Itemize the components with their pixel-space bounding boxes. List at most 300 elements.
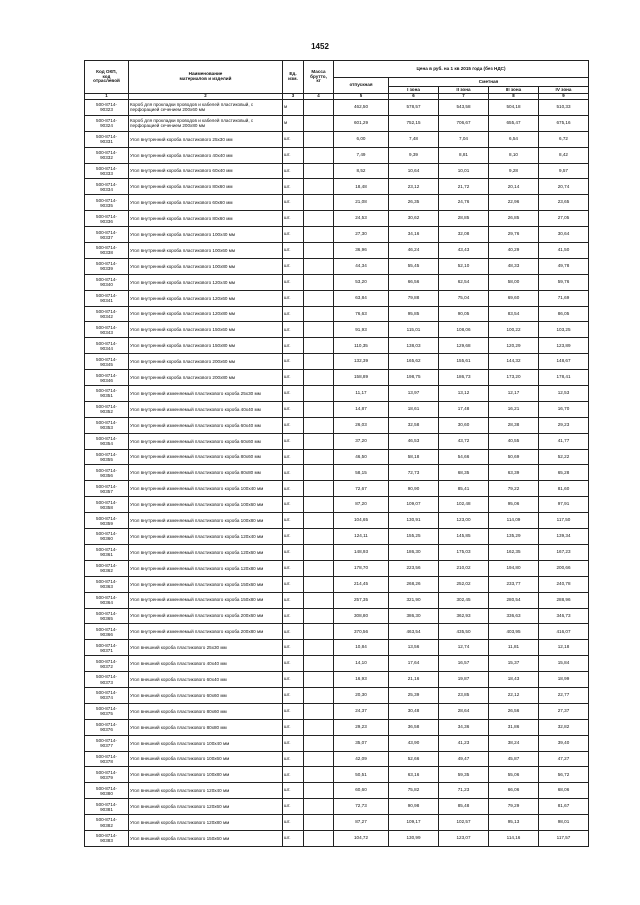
table-row — [85, 274, 589, 290]
cell-price: 43,72 — [439, 433, 489, 449]
cell-mass — [304, 576, 334, 592]
code-part: 90373 — [100, 679, 113, 685]
code-part: 90377 — [100, 743, 113, 749]
cell-price: 91,93 — [334, 322, 389, 338]
code-part: 500-8714- — [96, 261, 117, 267]
cell-price: 58,00 — [489, 274, 539, 290]
cell-price: 13,12 — [439, 386, 489, 402]
cell-mass — [304, 417, 334, 433]
cell-mass — [304, 672, 334, 688]
cell-name: Угол внутренний изменяемый пластикового короба 120х80 мм — [129, 560, 283, 576]
cell-price: 66,06 — [489, 783, 539, 799]
cell-price: 19,87 — [439, 672, 489, 688]
table-row — [85, 227, 589, 243]
cell-price: 29,23 — [334, 719, 389, 735]
header-estimate-price: Сметная — [389, 78, 589, 87]
code-part: 500-8714- — [96, 563, 117, 569]
cell-name: Угол внешний короба пластикового 80х80 мм — [129, 719, 283, 735]
cell-price: 104,65 — [334, 513, 389, 529]
code-part: 500-8714- — [96, 197, 117, 203]
cell-price: 31,86 — [489, 719, 539, 735]
cell-price: 18,48 — [334, 179, 389, 195]
table-row — [85, 354, 589, 370]
cell-name: Угол внешний короба пластикового 100х80 мм — [129, 767, 283, 783]
cell-code — [85, 115, 129, 131]
header-zone-3: III зона — [489, 87, 539, 94]
code-part: 500-8714- — [96, 531, 117, 537]
cell-code — [85, 370, 129, 386]
cell-price: 223,56 — [389, 560, 439, 576]
cell-price: 59,35 — [439, 767, 489, 783]
cell-mass — [304, 513, 334, 529]
cell-code — [85, 513, 129, 529]
cell-price: 35,07 — [334, 735, 389, 751]
cell-price: 706,67 — [439, 115, 489, 131]
cell-name: Угол внутренний короба пластикового 150х60 мм — [129, 322, 283, 338]
code-part: 90380 — [100, 790, 113, 796]
cell-price: 104,72 — [334, 830, 389, 846]
cell-unit: шт. — [283, 131, 304, 147]
table-row — [85, 608, 589, 624]
cell-price: 9,57 — [539, 163, 589, 179]
cell-unit: шт. — [283, 179, 304, 195]
code-part: 90375 — [100, 711, 113, 717]
cell-code — [85, 656, 129, 672]
cell-price: 15,84 — [539, 656, 589, 672]
cell-price: 37,20 — [334, 433, 389, 449]
cell-price: 12,53 — [539, 386, 589, 402]
cell-price: 60,60 — [334, 783, 389, 799]
cell-code — [85, 131, 129, 147]
cell-price: 302,45 — [439, 592, 489, 608]
cell-price: 41,50 — [539, 243, 589, 259]
code-part: 90341 — [100, 298, 113, 304]
cell-price: 124,11 — [334, 529, 389, 545]
cell-price: 175,03 — [439, 544, 489, 560]
code-part: 90356 — [100, 472, 113, 478]
code-part: 500-8714- — [96, 801, 117, 807]
cell-price: 34,16 — [389, 227, 439, 243]
table-row — [85, 386, 589, 402]
cell-price: 71,69 — [539, 290, 589, 306]
code-part: 500-8714- — [96, 324, 117, 330]
column-number: 4 — [304, 94, 334, 100]
cell-price: 55,45 — [389, 258, 439, 274]
header-release-price: отпускная — [334, 78, 389, 94]
cell-price: 288,96 — [539, 592, 589, 608]
cell-name: Угол внешний короба пластикового 40х40 мм — [129, 656, 283, 672]
cell-price: 46,50 — [334, 449, 389, 465]
cell-price: 109,07 — [389, 497, 439, 513]
cell-price: 8,42 — [539, 147, 589, 163]
code-part: 500-8714- — [96, 785, 117, 791]
code-part: 500-8714- — [96, 610, 117, 616]
cell-price: 30,62 — [389, 211, 439, 227]
table-row — [85, 767, 589, 783]
cell-mass — [304, 131, 334, 147]
cell-code — [85, 211, 129, 227]
cell-unit: шт. — [283, 815, 304, 831]
cell-price: 346,73 — [539, 608, 589, 624]
cell-name: Угол внутренний короба пластикового 200х60 мм — [129, 354, 283, 370]
cell-price: 34,36 — [439, 719, 489, 735]
cell-price: 120,29 — [489, 338, 539, 354]
code-part: 90354 — [100, 441, 113, 447]
table-row — [85, 592, 589, 608]
cell-price: 462,50 — [334, 100, 389, 116]
cell-price: 87,27 — [334, 815, 389, 831]
cell-name: Угол внешний короба пластикового 120х40 мм — [129, 783, 283, 799]
cell-mass — [304, 815, 334, 831]
cell-unit: шт. — [283, 290, 304, 306]
cell-price: 28,85 — [439, 211, 489, 227]
cell-mass — [304, 497, 334, 513]
cell-price: 90,05 — [439, 306, 489, 322]
table-row — [85, 783, 589, 799]
table-row — [85, 211, 589, 227]
cell-price: 752,15 — [389, 115, 439, 131]
code-part: 500-8714- — [96, 356, 117, 362]
cell-code — [85, 354, 129, 370]
cell-price: 114,09 — [489, 513, 539, 529]
cell-price: 601,29 — [334, 115, 389, 131]
cell-price: 463,54 — [389, 624, 439, 640]
code-part: 90355 — [100, 457, 113, 463]
cell-unit: шт. — [283, 401, 304, 417]
cell-price: 10,84 — [334, 640, 389, 656]
cell-price: 186,30 — [389, 544, 439, 560]
cell-price: 210,02 — [439, 560, 489, 576]
code-part: 500-8714- — [96, 579, 117, 585]
code-part: 500-8714- — [96, 674, 117, 680]
table-row — [85, 147, 589, 163]
code-part: 500-8714- — [96, 134, 117, 140]
cell-mass — [304, 830, 334, 846]
table-row — [85, 100, 589, 116]
cell-mass — [304, 687, 334, 703]
cell-mass — [304, 115, 334, 131]
cell-price: 102,48 — [439, 497, 489, 513]
code-part: 90323 — [100, 107, 113, 113]
cell-price: 90,98 — [389, 799, 439, 815]
cell-price: 117,57 — [539, 830, 589, 846]
table-row — [85, 576, 589, 592]
table-row — [85, 544, 589, 560]
cell-price: 148,67 — [539, 354, 589, 370]
table-row — [85, 322, 589, 338]
cell-name: Угол внешний короба пластикового 60х40 мм — [129, 672, 283, 688]
cell-price: 8,52 — [334, 163, 389, 179]
cell-price: 16,57 — [439, 656, 489, 672]
cell-unit: шт. — [283, 687, 304, 703]
cell-name: Угол внутренний короба пластикового 60х40 мм — [129, 163, 283, 179]
cell-price: 63,16 — [389, 767, 439, 783]
cell-name: Угол внутренний изменяемый пластикового короба 25х30 мм — [129, 386, 283, 402]
cell-price: 23,65 — [539, 195, 589, 211]
cell-code — [85, 274, 129, 290]
cell-price: 26,85 — [489, 211, 539, 227]
cell-price: 504,18 — [489, 100, 539, 116]
cell-name: Короб для прокладки проводов и кабелей пластиковый, с перфорацией сечением 200х80 мм — [129, 115, 283, 131]
code-part: 90376 — [100, 727, 113, 733]
cell-code — [85, 497, 129, 513]
cell-price: 115,01 — [389, 322, 439, 338]
cell-price: 8,10 — [489, 147, 539, 163]
cell-unit: шт. — [283, 211, 304, 227]
column-number: 1 — [85, 94, 129, 100]
cell-price: 102,57 — [439, 815, 489, 831]
cell-price: 109,17 — [389, 815, 439, 831]
code-part: 500-8714- — [96, 245, 117, 251]
cell-price: 155,25 — [389, 529, 439, 545]
cell-price: 22,96 — [489, 195, 539, 211]
cell-mass — [304, 163, 334, 179]
cell-price: 108,06 — [439, 322, 489, 338]
table-header — [85, 61, 589, 100]
cell-name: Угол внутренний изменяемый пластикового короба 80х60 мм — [129, 449, 283, 465]
code-part: 500-8714- — [96, 658, 117, 664]
cell-name: Угол внешний короба пластикового 100х40 мм — [129, 735, 283, 751]
cell-price: 194,80 — [489, 560, 539, 576]
cell-mass — [304, 703, 334, 719]
cell-price: 46,24 — [389, 243, 439, 259]
code-part: 500-8714- — [96, 308, 117, 314]
code-part: 500-8714- — [96, 769, 117, 775]
cell-name: Угол внутренний короба пластикового 100х40 мм — [129, 227, 283, 243]
cell-price: 63,39 — [489, 465, 539, 481]
cell-unit: шт. — [283, 497, 304, 513]
cell-code — [85, 672, 129, 688]
code-part: 90336 — [100, 218, 113, 224]
cell-price: 28,64 — [439, 703, 489, 719]
cell-price: 62,54 — [439, 274, 489, 290]
code-part: 500-8714- — [96, 229, 117, 235]
cell-price: 71,23 — [439, 783, 489, 799]
code-part: 90379 — [100, 774, 113, 780]
cell-price: 130,91 — [389, 513, 439, 529]
cell-price: 27,05 — [539, 211, 589, 227]
cell-price: 16,21 — [489, 401, 539, 417]
column-number: 2 — [129, 94, 283, 100]
table-row — [85, 672, 589, 688]
code-part: 500-8714- — [96, 483, 117, 489]
cell-mass — [304, 767, 334, 783]
code-part: 500-8714- — [96, 420, 117, 426]
cell-price: 12,74 — [439, 640, 489, 656]
cell-price: 162,35 — [489, 544, 539, 560]
cell-code — [85, 799, 129, 815]
cell-price: 24,76 — [439, 195, 489, 211]
cell-mass — [304, 608, 334, 624]
code-part: 90346 — [100, 377, 113, 383]
table-row — [85, 370, 589, 386]
cell-price: 85,48 — [439, 799, 489, 815]
cell-unit: шт. — [283, 783, 304, 799]
table-row — [85, 624, 589, 640]
column-number: 6 — [389, 94, 439, 100]
cell-name: Угол внутренний изменяемый пластикового короба 150х80 мм — [129, 592, 283, 608]
table-row — [85, 529, 589, 545]
cell-price: 18,61 — [389, 401, 439, 417]
cell-mass — [304, 783, 334, 799]
code-part: 500-8714- — [96, 499, 117, 505]
cell-unit: шт. — [283, 751, 304, 767]
cell-unit: шт. — [283, 386, 304, 402]
cell-price: 308,80 — [334, 608, 389, 624]
code-part: 90364 — [100, 600, 113, 606]
cell-price: 16,93 — [334, 672, 389, 688]
cell-unit: шт. — [283, 672, 304, 688]
cell-name: Угол внутренний изменяемый пластикового короба 40х40 мм — [129, 401, 283, 417]
cell-unit: шт. — [283, 481, 304, 497]
price-table — [84, 60, 589, 847]
column-number: 5 — [334, 94, 389, 100]
cell-price: 49,78 — [539, 258, 589, 274]
cell-price: 50,69 — [489, 449, 539, 465]
cell-price: 36,96 — [334, 243, 389, 259]
code-part: 90361 — [100, 552, 113, 558]
code-part: 90363 — [100, 584, 113, 590]
cell-price: 26,03 — [334, 417, 389, 433]
cell-price: 103,25 — [539, 322, 589, 338]
cell-code — [85, 592, 129, 608]
cell-price: 23,85 — [439, 687, 489, 703]
cell-mass — [304, 529, 334, 545]
column-number: 9 — [539, 94, 589, 100]
header-zone-4: IV зона — [539, 87, 589, 94]
cell-price: 26,56 — [489, 703, 539, 719]
cell-price: 173,20 — [489, 370, 539, 386]
table-row — [85, 465, 589, 481]
table-row — [85, 258, 589, 274]
code-part: 90338 — [100, 250, 113, 256]
cell-price: 145,85 — [439, 529, 489, 545]
table-row — [85, 243, 589, 259]
cell-price: 252,02 — [439, 576, 489, 592]
cell-price: 280,54 — [489, 592, 539, 608]
cell-unit: шт. — [283, 560, 304, 576]
cell-mass — [304, 624, 334, 640]
code-part: 500-8714- — [96, 833, 117, 839]
cell-mass — [304, 306, 334, 322]
cell-name: Угол внутренний изменяемый пластикового короба 120х60 мм — [129, 544, 283, 560]
cell-mass — [304, 354, 334, 370]
cell-mass — [304, 227, 334, 243]
cell-price: 49,47 — [439, 751, 489, 767]
cell-name: Угол внутренний короба пластикового 80х60 мм — [129, 179, 283, 195]
code-part: 90339 — [100, 266, 113, 272]
cell-code — [85, 815, 129, 831]
cell-price: 22,77 — [539, 687, 589, 703]
code-part: 90337 — [100, 234, 113, 240]
cell-code — [85, 100, 129, 116]
cell-price: 114,16 — [489, 830, 539, 846]
cell-name: Угол внутренний короба пластикового 100х80 мм — [129, 258, 283, 274]
cell-mass — [304, 544, 334, 560]
cell-mass — [304, 211, 334, 227]
column-number: 7 — [439, 94, 489, 100]
cell-price: 95,06 — [489, 497, 539, 513]
table-row — [85, 799, 589, 815]
cell-price: 79,88 — [389, 290, 439, 306]
cell-price: 138,03 — [389, 338, 439, 354]
cell-code — [85, 306, 129, 322]
cell-price: 336,63 — [489, 608, 539, 624]
cell-unit: шт. — [283, 370, 304, 386]
cell-price: 52,66 — [389, 751, 439, 767]
code-part: 90340 — [100, 282, 113, 288]
cell-price: 6,72 — [539, 131, 589, 147]
table-row — [85, 115, 589, 131]
cell-price: 46,53 — [389, 433, 439, 449]
cell-code — [85, 338, 129, 354]
cell-price: 40,29 — [489, 243, 539, 259]
cell-price: 130,99 — [389, 830, 439, 846]
code-part: 90353 — [100, 425, 113, 431]
cell-price: 123,07 — [439, 830, 489, 846]
cell-mass — [304, 449, 334, 465]
cell-price: 6,54 — [489, 131, 539, 147]
cell-price: 79,22 — [489, 481, 539, 497]
cell-name: Угол внутренний изменяемый пластикового короба 100х60 мм — [129, 497, 283, 513]
code-part: 500-8714- — [96, 181, 117, 187]
header-zone-1: I зона — [389, 87, 439, 94]
cell-price: 20,14 — [489, 179, 539, 195]
table-row — [85, 830, 589, 846]
cell-code — [85, 258, 129, 274]
code-part: 500-8714- — [96, 372, 117, 378]
table-row — [85, 735, 589, 751]
cell-unit: шт. — [283, 767, 304, 783]
cell-name: Угол внешний короба пластикового 120х60 мм — [129, 799, 283, 815]
cell-price: 13,97 — [389, 386, 439, 402]
cell-mass — [304, 147, 334, 163]
code-part: 500-8714- — [96, 118, 117, 124]
cell-mass — [304, 386, 334, 402]
cell-unit: шт. — [283, 338, 304, 354]
cell-price: 27,37 — [539, 703, 589, 719]
cell-name: Угол внутренний короба пластикового 100х60 мм — [129, 243, 283, 259]
cell-name: Угол внутренний изменяемый пластикового короба 100х40 мм — [129, 481, 283, 497]
cell-unit: шт. — [283, 608, 304, 624]
cell-price: 52,22 — [539, 449, 589, 465]
table-row — [85, 163, 589, 179]
cell-code — [85, 751, 129, 767]
cell-code — [85, 703, 129, 719]
table-row — [85, 640, 589, 656]
cell-price: 53,20 — [334, 274, 389, 290]
cell-price: 56,72 — [539, 767, 589, 783]
cell-price: 95,85 — [389, 306, 439, 322]
cell-price: 48,33 — [489, 258, 539, 274]
cell-mass — [304, 640, 334, 656]
code-part: 90381 — [100, 806, 113, 812]
cell-name: Угол внутренний короба пластикового 40х40 мм — [129, 147, 283, 163]
cell-code — [85, 322, 129, 338]
table-row — [85, 195, 589, 211]
cell-price: 63,84 — [334, 290, 389, 306]
cell-unit: шт. — [283, 227, 304, 243]
cell-code — [85, 719, 129, 735]
cell-price: 321,90 — [389, 592, 439, 608]
cell-price: 26,35 — [389, 195, 439, 211]
cell-price: 8,81 — [439, 147, 489, 163]
cell-price: 76,63 — [334, 306, 389, 322]
cell-mass — [304, 195, 334, 211]
cell-name: Угол внутренний изменяемый пластикового короба 200х60 мм — [129, 608, 283, 624]
cell-mass — [304, 592, 334, 608]
cell-price: 22,12 — [489, 687, 539, 703]
